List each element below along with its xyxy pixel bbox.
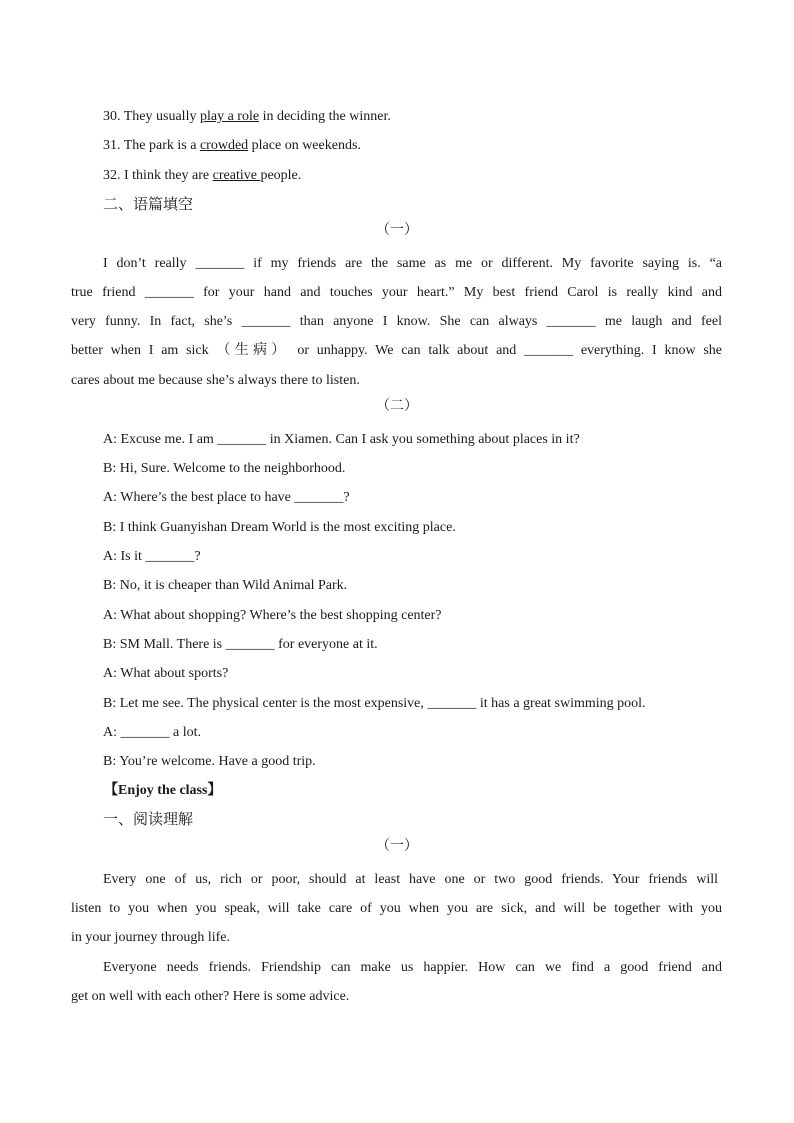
reading-line: listen to you when you speak, will take care of you when you are sick, and will be together with you [71, 901, 722, 916]
part-label-2: （二） [376, 399, 418, 414]
reading-line: Everyone needs friends. Friendship can make us happier. How can we find a good friend and [103, 960, 722, 975]
passage-line: very funny. In fact, she’s _______ than anyone I know. She can always _______ me laugh and feel [71, 314, 722, 329]
part-label-1: （一） [376, 223, 418, 238]
dialogue-line: A: _______ a lot. [103, 725, 201, 740]
dialogue-line: A: What about shopping? Where’s the best shopping center? [103, 608, 442, 623]
sentence-30-pre: 30. They usually [103, 109, 200, 124]
sentence-30 [103, 108, 794, 126]
reading-line: get on well with each other? Here is some advice. [71, 989, 350, 1004]
section-heading-text-completion: 二、语篇填空 [103, 195, 194, 213]
dialogue-line: B: Let me see. The physical center is the most expensive, _______ it has a great swimming pool. [103, 696, 646, 711]
dialogue-line: A: What about sports? [103, 666, 229, 681]
sentence-31-pre: 31. The park is a [103, 138, 200, 153]
dialogue-line: A: Is it _______? [103, 549, 201, 564]
sentence-30-term: play a role [199, 109, 260, 124]
dialogue-line: A: Excuse me. I am _______ in Xiamen. Can I ask you something about places in it? [103, 432, 580, 447]
dialogue-line: B: SM Mall. There is _______ for everyone at it. [103, 637, 378, 652]
reading-line: in your journey through life. [71, 930, 231, 945]
part-label-reading-1: （一） [376, 839, 418, 854]
reading-line: Every one of us, rich or poor, should at least have one or two good friends. Your friends will [103, 872, 718, 887]
dialogue-line: B: No, it is cheaper than Wild Animal Park. [103, 578, 348, 593]
passage-line: true friend _______ for your hand and touches your heart.” My best friend Carol is really kind and [71, 285, 722, 300]
section-heading-reading: 一、阅读理解 [103, 810, 194, 828]
enjoy-class-title: 【Enjoy the class】 [104, 783, 222, 798]
sentence-32-pre: 32. I think they are [103, 168, 213, 183]
sentence-30-post: in deciding the winner. [259, 109, 391, 124]
passage-line: cares about me because she’s always there to listen. [71, 373, 360, 388]
dialogue-line: A: Where’s the best place to have _______? [103, 490, 350, 505]
dialogue-line: B: I think Guanyishan Dream World is the most exciting place. [103, 520, 456, 535]
dialogue-line: B: Hi, Sure. Welcome to the neighborhood. [103, 461, 346, 476]
dialogue-line: B: You’re welcome. Have a good trip. [103, 754, 316, 769]
sentence-32 [103, 167, 794, 185]
sentence-32-term: creative [212, 168, 261, 183]
sentence-32-post: people. [260, 168, 302, 183]
sentence-31 [103, 137, 794, 155]
sentence-31-term: crowded [199, 138, 249, 153]
sentence-31-post: place on weekends. [248, 138, 361, 153]
passage-line: I don’t really _______ if my friends are the same as me or different. My favorite saying is. “a [103, 256, 722, 271]
passage-line: better when I am sick （生病） or unhappy. We can talk about and _______ everything. I know she [71, 343, 722, 358]
